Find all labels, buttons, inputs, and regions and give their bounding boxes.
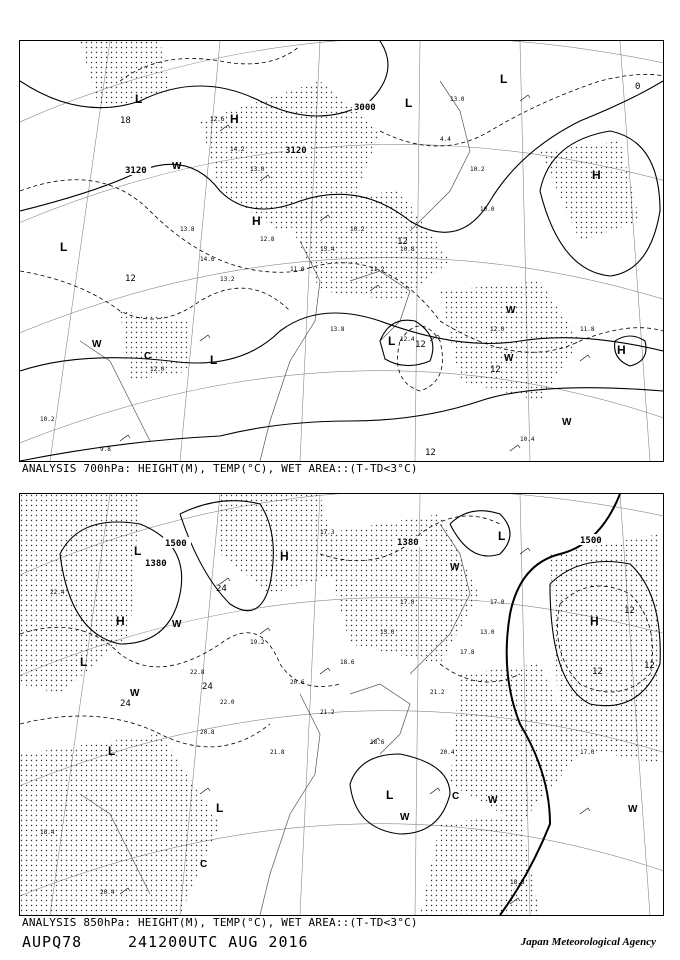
- svg-text:10.8: 10.8: [400, 246, 415, 253]
- svg-text:15.0: 15.0: [380, 629, 395, 636]
- agency-name: Japan Meteorological Agency: [520, 936, 656, 948]
- svg-text:20.6: 20.6: [290, 679, 305, 686]
- height-label: 1500: [580, 536, 602, 546]
- warm-center-label: W: [130, 688, 140, 699]
- svg-text:13.2: 13.2: [220, 276, 235, 283]
- analysis-datetime: 241200UTC AUG 2016: [128, 933, 309, 951]
- svg-text:18.8: 18.8: [510, 879, 525, 886]
- temp-label: 12: [125, 274, 136, 284]
- high-center-label: H: [230, 112, 239, 126]
- temp-label: 24: [202, 682, 213, 692]
- svg-text:12.4: 12.4: [400, 336, 415, 343]
- high-center-label: H: [590, 614, 599, 628]
- temp-label: 12: [415, 340, 426, 350]
- chart-850hpa: [19, 493, 664, 916]
- high-center-label: H: [252, 214, 261, 228]
- low-center-label: L: [386, 788, 394, 802]
- svg-text:22.8: 22.8: [190, 669, 205, 676]
- temp-label: 0: [635, 82, 641, 92]
- svg-text:10.4: 10.4: [520, 436, 535, 443]
- svg-text:17.8: 17.8: [460, 649, 475, 656]
- low-center-label: L: [60, 240, 68, 254]
- low-center-label: L: [500, 72, 508, 86]
- high-center-label: H: [617, 343, 626, 357]
- svg-text:13.8: 13.8: [330, 326, 345, 333]
- temp-label: 12: [397, 237, 408, 247]
- svg-text:22.0: 22.0: [220, 699, 235, 706]
- svg-text:12.8: 12.8: [260, 236, 275, 243]
- svg-text:4.4: 4.4: [440, 136, 451, 143]
- svg-text:12.0: 12.0: [150, 366, 165, 373]
- svg-text:13.0: 13.0: [480, 629, 495, 636]
- height-label: 3120: [285, 146, 307, 156]
- chart-code: AUPQ78: [22, 933, 83, 951]
- height-label: 1380: [145, 559, 167, 569]
- svg-text:12.0: 12.0: [490, 326, 505, 333]
- svg-text:21.8: 21.8: [270, 749, 285, 756]
- svg-text:13.0: 13.0: [450, 96, 465, 103]
- svg-text:18.6: 18.6: [370, 739, 385, 746]
- height-label: 1500: [165, 539, 187, 549]
- warm-center-label: W: [504, 353, 514, 364]
- map-850hpa: [20, 494, 663, 915]
- svg-text:22.4: 22.4: [50, 589, 65, 596]
- warm-center-label: W: [400, 812, 410, 823]
- svg-text:10.2: 10.2: [40, 416, 55, 423]
- chart-700hpa: [19, 40, 664, 462]
- caption-700hpa: ANALYSIS 700hPa: HEIGHT(M), TEMP(°C), WET AREA::(T-TD<3°C): [22, 462, 418, 475]
- caption-850hpa: ANALYSIS 850hPa: HEIGHT(M), TEMP(°C), WET AREA::(T-TD<3°C): [22, 916, 418, 929]
- warm-center-label: W: [628, 804, 638, 815]
- low-center-label: L: [216, 801, 224, 815]
- height-label: 3000: [354, 103, 376, 113]
- height-label: 1380: [397, 538, 419, 548]
- cold-center-label: C: [200, 859, 208, 870]
- warm-center-label: W: [488, 795, 498, 806]
- svg-text:18.6: 18.6: [340, 659, 355, 666]
- svg-text:10.2: 10.2: [470, 166, 485, 173]
- svg-text:17.0: 17.0: [400, 599, 415, 606]
- warm-center-label: W: [172, 619, 182, 630]
- low-center-label: L: [135, 92, 143, 106]
- warm-center-label: W: [450, 562, 460, 573]
- svg-text:18.4: 18.4: [40, 829, 55, 836]
- cold-center-label: C: [452, 791, 460, 802]
- warm-center-label: W: [562, 417, 572, 428]
- svg-text:13.8: 13.8: [180, 226, 195, 233]
- high-center-label: H: [116, 614, 125, 628]
- low-center-label: L: [108, 744, 116, 758]
- low-center-label: L: [388, 334, 396, 348]
- cold-center-label: C: [144, 351, 152, 362]
- temp-label: 12: [592, 667, 603, 677]
- low-center-label: L: [80, 655, 88, 669]
- high-center-label: H: [592, 168, 601, 182]
- svg-text:13.0: 13.0: [250, 166, 265, 173]
- svg-text:9.8: 9.8: [100, 446, 111, 453]
- temp-label: 18: [120, 116, 131, 126]
- temp-label: 12: [425, 448, 436, 458]
- svg-text:15.4: 15.4: [320, 246, 335, 253]
- svg-text:10.0: 10.0: [480, 206, 495, 213]
- low-center-label: L: [405, 96, 413, 110]
- low-center-label: L: [210, 353, 218, 367]
- svg-text:11.2: 11.2: [370, 266, 385, 273]
- wet-areas: [80, 41, 640, 401]
- svg-text:20.4: 20.4: [440, 749, 455, 756]
- svg-text:11.8: 11.8: [580, 326, 595, 333]
- svg-text:17.0: 17.0: [580, 749, 595, 756]
- low-center-label: L: [498, 529, 506, 543]
- temp-label: 12: [644, 661, 655, 671]
- warm-center-label: W: [92, 339, 102, 350]
- svg-text:19.2: 19.2: [250, 639, 265, 646]
- svg-text:17.3: 17.3: [320, 529, 335, 536]
- svg-text:20.4: 20.4: [100, 889, 115, 896]
- temp-label: 12: [490, 365, 501, 375]
- svg-text:14.2: 14.2: [230, 146, 245, 153]
- temp-label: 24: [120, 699, 131, 709]
- svg-text:11.0: 11.0: [290, 266, 305, 273]
- wet-areas: [20, 494, 660, 915]
- svg-text:21.2: 21.2: [320, 709, 335, 716]
- low-center-label: L: [134, 544, 142, 558]
- svg-text:21.2: 21.2: [430, 689, 445, 696]
- temp-label: 12: [624, 606, 635, 616]
- svg-text:12.6: 12.6: [210, 116, 225, 123]
- svg-text:20.8: 20.8: [200, 729, 215, 736]
- high-center-label: H: [280, 549, 289, 563]
- svg-text:17.0: 17.0: [490, 599, 505, 606]
- warm-center-label: W: [172, 161, 182, 172]
- svg-text:10.2: 10.2: [350, 226, 365, 233]
- map-700hpa: [20, 41, 663, 461]
- warm-center-label: W: [506, 305, 516, 316]
- svg-text:14.6: 14.6: [200, 256, 215, 263]
- height-label: 3120: [125, 166, 147, 176]
- temp-label: 24: [216, 584, 227, 594]
